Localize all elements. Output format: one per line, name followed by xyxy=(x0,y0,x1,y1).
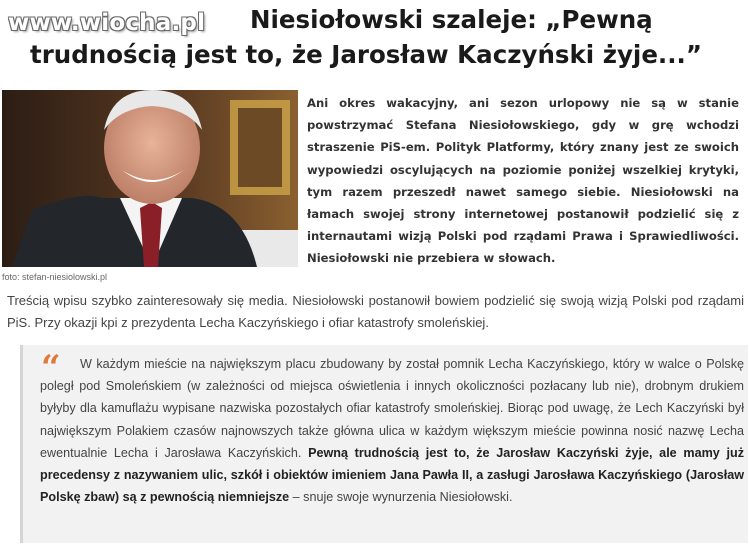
title-line-1: Niesiołowski szaleje: „Pewną xyxy=(250,5,653,34)
quote-mark-icon: “ xyxy=(41,348,61,388)
photo-caption: foto: stefan-niesiolowski.pl xyxy=(2,272,108,282)
title-line-2: trudnością jest to, że Jarosław Kaczyński żyje...” xyxy=(30,40,702,69)
article-photo xyxy=(2,90,298,267)
article-lead: Ani okres wakacyjny, ani sezon urlopowy nie są w stanie powstrzymać Stefana Niesiołowskiego, gdy w grę wchodzi straszenie PiS-em. Polityk Platformy, który znany jest ze swoich wypowiedzi oscylujących na poziomie poniżej wszelkiej krytyki, tym razem przeszedł nawet samego siebie. Niesiołowski na łamach swojej strony internetowej postanowił podzielić się z internautami wizją Polski pod rządami Prawa i Sprawiedliwości. Niesiołowski nie przebiera w słowach. xyxy=(307,96,739,266)
quote-bold-text: Pewną trudnością jest to, że Jarosław Kaczyński żyje, ale mamy już precedensy z nazywaniem ulic, szkół i obiektów imieniem Jana Pawła II, a zasługi Jarosława Kaczyńskiego (Jarosław Polskę zbaw) są z pewnością niemniejsze xyxy=(40,445,744,505)
article-title xyxy=(0,2,750,72)
site-watermark: www.wiocha.pl xyxy=(8,10,206,36)
blockquote xyxy=(20,345,748,543)
article-body: Treścią wpisu szybko zainteresowały się media. Niesiołowski postanowił bowiem podzielić się swoją wizją Polski pod rządami PiS. Przy okazji kpi z prezydenta Lecha Kaczyńskiego i ofiar katastrofy smoleńskiej. xyxy=(7,293,744,330)
quote-plain-text: W każdym mieście na największym placu zbudowany by został pomnik Lecha Kaczyńskiego, który w walce o Polskę poległ pod Smoleńskiem (w zależności od miejsca oświetlenia i innych okoliczności pozłacany lub nie), drobnym drukiem byłyby dla kamuflażu wypisane nazwiska pozostałych ofiar katastrofy smoleńskiej. Biorąc pod uwagę, że Lech Kaczyński był największym Polakiem czasów najnowszych także główna ulica w każdym większym mieście powinna nosić nazwę Lecha ewentualnie Lecha i Jarosława Kaczyńskich. xyxy=(40,357,744,460)
quote-attribution: – snuje swoje wynurzenia Niesiołowski. xyxy=(289,490,513,505)
quote-text xyxy=(40,348,744,508)
